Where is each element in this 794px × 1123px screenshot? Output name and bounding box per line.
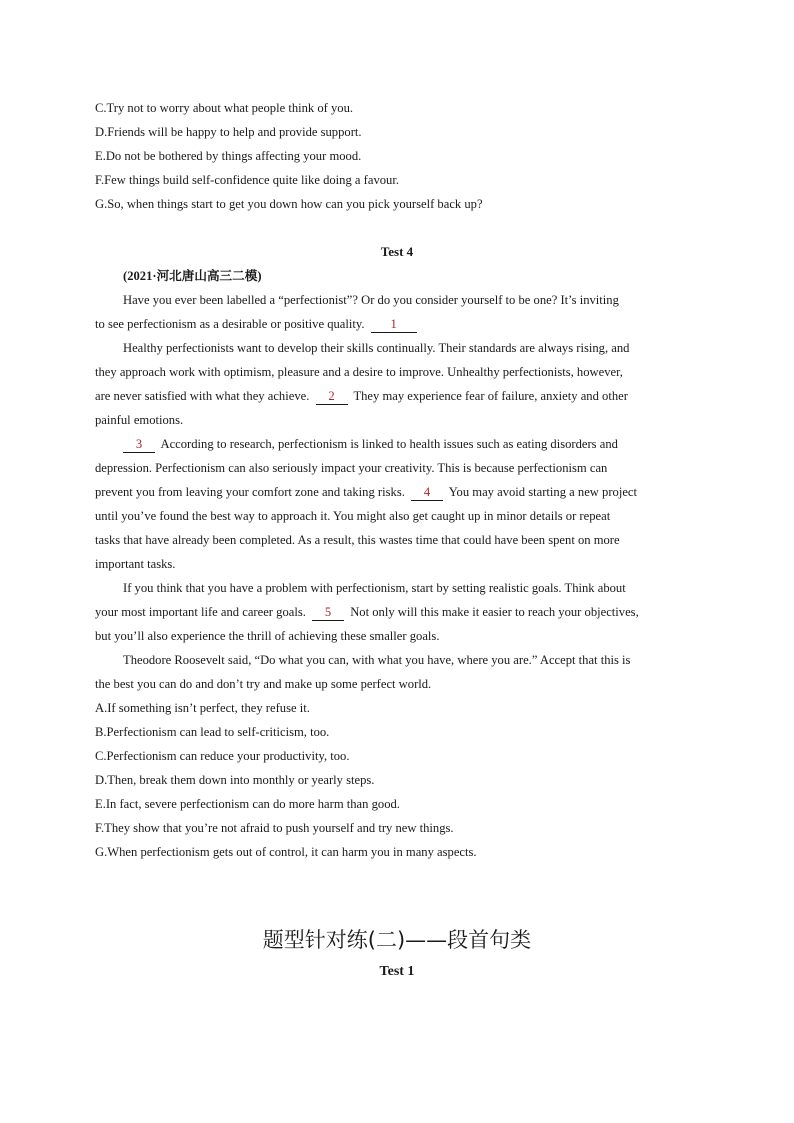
paragraph-text: You may avoid starting a new project xyxy=(448,485,638,499)
paragraph-line: the best you can do and don’t try and make up some perfect world. xyxy=(95,677,432,691)
option-line: A.If something isn’t perfect, they refuse it. xyxy=(95,701,310,715)
paragraph-line: but you’ll also experience the thrill of achieving these smaller goals. xyxy=(95,629,440,643)
paragraph-text: They may experience fear of failure, anxiety and other xyxy=(353,389,628,403)
paragraph-line: important tasks. xyxy=(95,557,176,571)
paragraph-text: to see perfectionism as a desirable or positive quality. xyxy=(95,317,365,331)
paragraph-text: your most important life and career goals. xyxy=(95,605,306,619)
option-line: E.Do not be bothered by things affecting your mood. xyxy=(95,149,362,163)
paragraph-line xyxy=(95,600,695,624)
option-line: D.Then, break them down into monthly or yearly steps. xyxy=(95,773,375,787)
option-line: F.They show that you’re not afraid to push yourself and try new things. xyxy=(95,821,454,835)
paragraph-line xyxy=(95,384,695,408)
option-line: G.When perfectionism gets out of control, it can harm you in many aspects. xyxy=(95,845,477,859)
paragraph-line: If you think that you have a problem with perfectionism, start by setting realistic goals. Think about xyxy=(123,581,626,595)
paragraph-text: are never satisfied with what they achieve. xyxy=(95,389,310,403)
paragraph-line: depression. Perfectionism can also seriously impact your creativity. This is because perfectionism can xyxy=(95,461,608,475)
paragraph-line: Have you ever been labelled a “perfectionist”? Or do you consider yourself to be one? It’s inviting xyxy=(123,293,619,307)
blank-5: 5 xyxy=(312,605,344,621)
option-line: D.Friends will be happy to help and provide support. xyxy=(95,125,362,139)
blank-2: 2 xyxy=(316,389,348,405)
paragraph-line: until you’ve found the best way to approach it. You might also get caught up in minor details or repeat xyxy=(95,509,611,523)
option-line: B.Perfectionism can lead to self-criticism, too. xyxy=(95,725,330,739)
test-heading: Test 1 xyxy=(379,964,415,979)
option-line: E.In fact, severe perfectionism can do more harm than good. xyxy=(95,797,400,811)
test-heading: Test 4 xyxy=(380,244,414,259)
paragraph-line: painful emotions. xyxy=(95,413,184,427)
paragraph-line: Healthy perfectionists want to develop their skills continually. Their standards are always rising, and xyxy=(123,341,630,355)
blank-4: 4 xyxy=(411,485,443,501)
blank-3: 3 xyxy=(123,437,155,453)
blank-1: 1 xyxy=(371,317,417,333)
section-title: 题型针对练(二)——段首句类 xyxy=(262,928,532,952)
paragraph-line: they approach work with optimism, pleasure and a desire to improve. Unhealthy perfectionists, however, xyxy=(95,365,623,379)
paragraph-line xyxy=(123,432,695,456)
source-note: (2021·河北唐山高三二模) xyxy=(123,269,262,283)
option-line: C.Try not to worry about what people think of you. xyxy=(95,101,354,115)
paragraph-line: Theodore Roosevelt said, “Do what you can, with what you have, where you are.” Accept that this is xyxy=(123,653,631,667)
paragraph-text: prevent you from leaving your comfort zone and taking risks. xyxy=(95,485,405,499)
option-line: C.Perfectionism can reduce your productivity, too. xyxy=(95,749,350,763)
paragraph-text: According to research, perfectionism is linked to health issues such as eating disorders and xyxy=(160,437,618,451)
paragraph-line xyxy=(95,480,695,504)
paragraph-text: Not only will this make it easier to reach your objectives, xyxy=(350,605,639,619)
option-line: F.Few things build self-confidence quite like doing a favour. xyxy=(95,173,399,187)
paragraph-line: tasks that have already been completed. As a result, this wastes time that could have been spent on more xyxy=(95,533,620,547)
paragraph-line xyxy=(95,312,695,336)
option-line: G.So, when things start to get you down how can you pick yourself back up? xyxy=(95,197,483,211)
